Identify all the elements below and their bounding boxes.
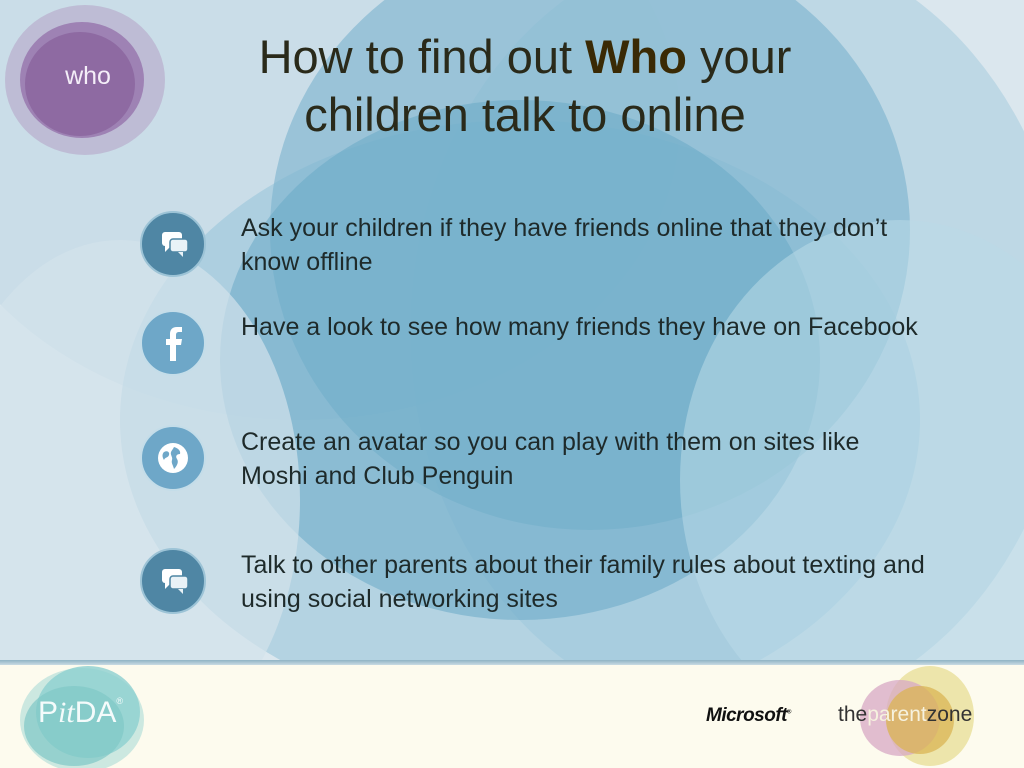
pitda-registered: ® (116, 696, 124, 706)
pitda-logo (38, 696, 123, 730)
pitda-it: it (58, 696, 75, 729)
parentzone-logo (838, 703, 972, 727)
speech-bubbles-icon (140, 211, 206, 277)
facebook-icon (140, 310, 206, 376)
page-title (200, 28, 850, 144)
bullet-text-1: Ask your children if they have friends online that they don’t know offline (241, 214, 888, 276)
microsoft-registered: ® (787, 709, 791, 716)
tpz-zone: zone (926, 703, 973, 726)
bullet-text-3: Create an avatar so you can play with them on sites like Moshi and Club Penguin (241, 428, 860, 490)
bullet-text-2: Have a look to see how many friends they have on Facebook (241, 313, 918, 341)
bullet-text-4: Talk to other parents about their family rules about texting and using social networking sites (241, 551, 925, 613)
microsoft-logo (706, 705, 791, 727)
pitda-p: P (38, 696, 59, 729)
badge-label: who (65, 62, 111, 90)
title-part1: How to find out (258, 30, 586, 83)
who-badge (0, 0, 170, 160)
globe-icon (140, 425, 206, 491)
tpz-the: the (838, 703, 868, 726)
title-part2: your children talk to online (304, 30, 792, 141)
speech-bubbles-icon (140, 548, 206, 614)
pitda-da: DA (74, 696, 117, 729)
tpz-parent: parent (867, 703, 927, 726)
microsoft-text: Microsoft (706, 705, 787, 726)
title-bold: Who (585, 30, 687, 83)
